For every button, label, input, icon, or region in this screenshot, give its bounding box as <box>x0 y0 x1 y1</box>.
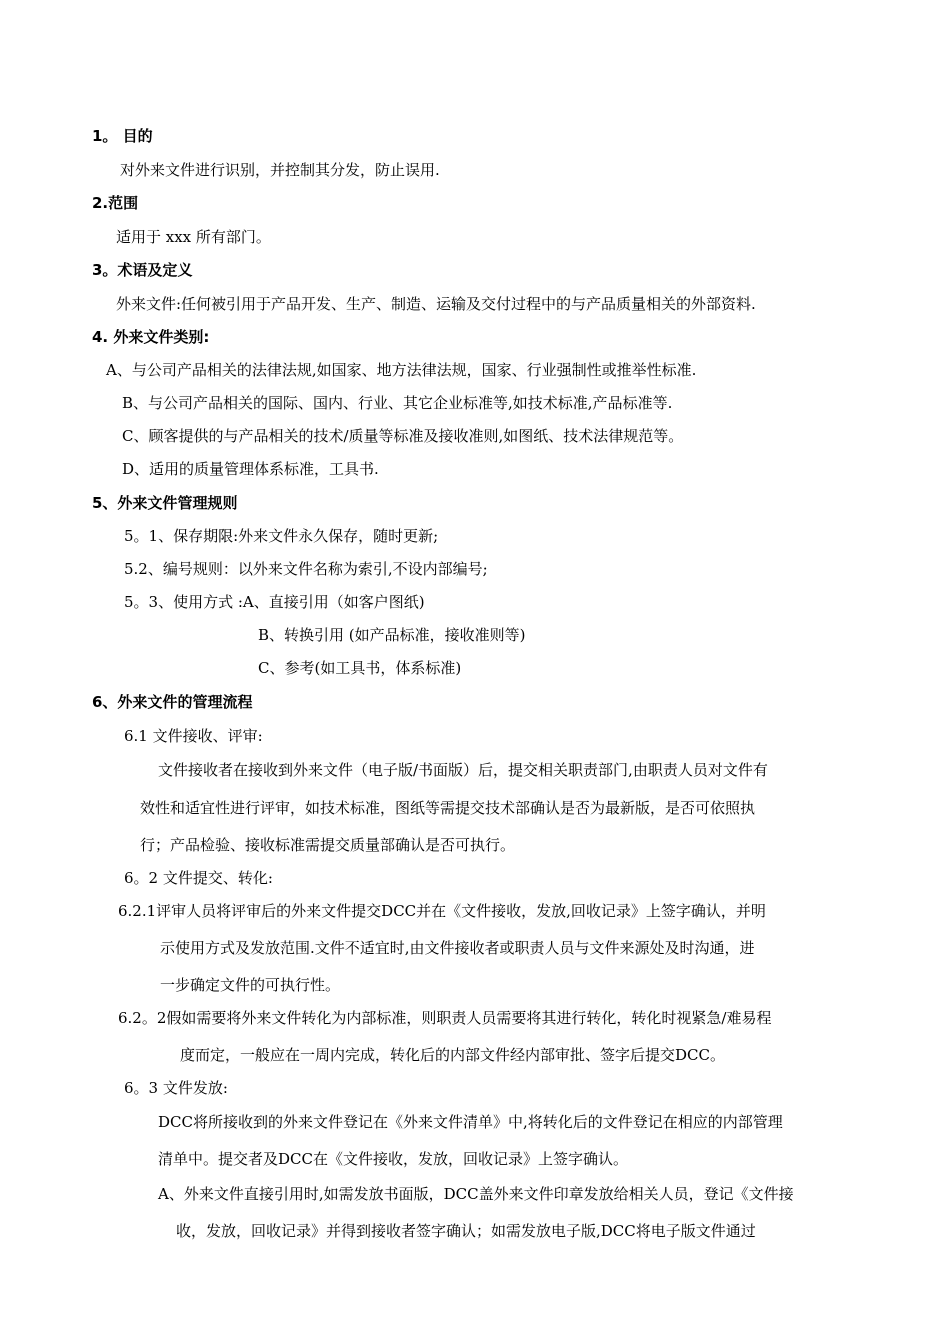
category-item-a: A、与公司产品相关的法律法规,如国家、地方法律法规，国家、行业强制性或推举性标准. <box>106 361 697 379</box>
category-item-c: C、顾客提供的与产品相关的技术/质量等标准及接收准则,如图纸、技术法律规范等。 <box>122 427 684 445</box>
paragraph-6-2-2-line-2: 度而定，一般应在一周内完成，转化后的内部文件经内部审批、签字后提交DCC。 <box>180 1046 725 1064</box>
rule-usage-a: 5。3、使用方式 :A、直接引用（如客户图纸) <box>124 593 425 611</box>
section-1-text: 对外来文件进行识别，并控制其分发，防止误用. <box>120 161 440 179</box>
paragraph-6-1-line-1: 文件接收者在接收到外来文件（电子版/书面版）后，提交相关职责部门,由职责人员对文件有 <box>158 761 768 779</box>
rule-numbering: 5.2、编号规则：以外来文件名称为索引,不设内部编号; <box>124 560 488 578</box>
category-item-b: B、与公司产品相关的国际、国内、行业、其它企业标准等,如技术标准,产品标准等. <box>122 394 673 412</box>
section-2-text: 适用于 xxx 所有部门。 <box>116 228 271 246</box>
paragraph-6-1-line-2: 效性和适宜性进行评审，如技术标准，图纸等需提交技术部确认是否为最新版，是否可依照执 <box>140 799 756 817</box>
category-item-d: D、适用的质量管理体系标准，工具书. <box>122 460 379 478</box>
section-4-heading: 4. 外来文件类别: <box>92 328 210 346</box>
section-3-text: 外来文件:任何被引用于产品开发、生产、制造、运输及交付过程中的与产品质量相关的外部资料. <box>116 295 756 313</box>
subsection-6-2-title: 6。2 文件提交、转化: <box>124 869 273 887</box>
paragraph-6-2-1-line-3: 一步确定文件的可执行性。 <box>160 976 341 994</box>
section-5-heading: 5、外来文件管理规则 <box>92 494 238 512</box>
paragraph-6-2-1-line-2: 示使用方式及发放范围.文件不适宜时,由文件接收者或职责人员与文件来源处及时沟通，进 <box>160 939 755 957</box>
paragraph-6-3-a-line-1: A、外来文件直接引用时,如需发放书面版，DCC盖外来文件印章发放给相关人员，登记《文件接 <box>158 1185 794 1203</box>
section-6-heading: 6、外来文件的管理流程 <box>92 693 253 711</box>
section-1-heading: 1。 目的 <box>92 127 153 145</box>
section-3-heading: 3。术语及定义 <box>92 261 193 279</box>
section-2-heading: 2.范围 <box>92 194 139 212</box>
paragraph-6-3-a-line-2: 收，发放，回收记录》并得到接收者签字确认；如需发放电子版,DCC将电子版文件通过 <box>176 1222 756 1240</box>
paragraph-6-2-2-line-1: 6.2。2假如需要将外来文件转化为内部标准，则职责人员需要将其进行转化，转化时视紧急/难易程 <box>118 1009 772 1027</box>
subsection-6-1-title: 6.1 文件接收、评审: <box>124 727 263 745</box>
rule-usage-b: B、转换引用 (如产品标准，接收准则等) <box>258 626 526 644</box>
paragraph-6-3-line-1: DCC将所接收到的外来文件登记在《外来文件清单》中,将转化后的文件登记在相应的内部管理 <box>158 1113 783 1131</box>
rule-retention: 5。1、保存期限:外来文件永久保存，随时更新; <box>124 527 439 545</box>
subsection-6-3-title: 6。3 文件发放: <box>124 1079 228 1097</box>
paragraph-6-3-line-2: 清单中。提交者及DCC在《文件接收，发放，回收记录》上签字确认。 <box>158 1150 628 1168</box>
paragraph-6-2-1-line-1: 6.2.1评审人员将评审后的外来文件提交DCC并在《文件接收，发放,回收记录》上签字确认，并明 <box>118 902 766 920</box>
rule-usage-c: C、参考(如工具书，体系标准) <box>258 659 462 677</box>
paragraph-6-1-line-3: 行；产品检验、接收标准需提交质量部确认是否可执行。 <box>140 836 516 854</box>
